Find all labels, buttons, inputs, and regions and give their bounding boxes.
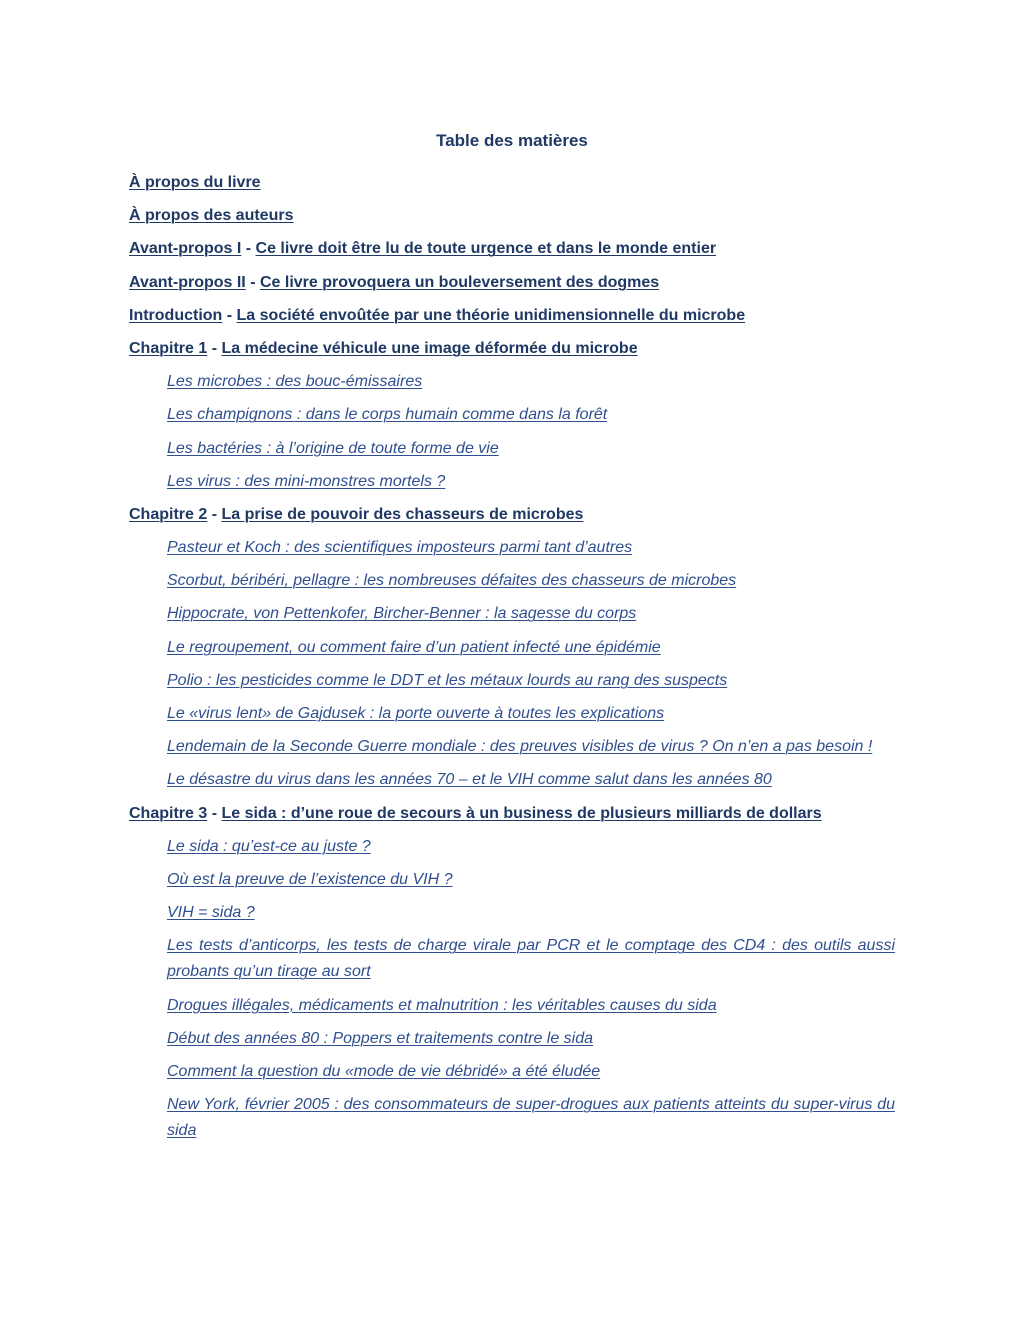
table-of-contents — [129, 170, 895, 1151]
toc-sub-entry — [167, 933, 895, 985]
toc-entry-link[interactable]: Introduction — [129, 306, 223, 324]
toc-sub-entry — [167, 834, 895, 860]
toc-subentry-link[interactable]: Lendemain de la Seconde Guerre mondiale : des preuves visibles de virus ? On n’en a pas besoin ! — [167, 738, 873, 756]
toc-separator: - — [222, 306, 237, 324]
toc-entry-link[interactable]: Avant-propos I — [129, 240, 242, 258]
toc-main-entry — [129, 170, 895, 196]
toc-entry-title-link[interactable]: La médecine véhicule une image déformée du microbe — [221, 339, 638, 357]
toc-main-entry — [129, 270, 895, 296]
toc-subentry-link[interactable]: Polio : les pesticides comme le DDT et les métaux lourds au rang des suspects — [167, 671, 728, 689]
toc-subentry-link[interactable]: Comment la question du «mode de vie débridé» a été éludée — [167, 1062, 601, 1080]
toc-sub-entry — [167, 601, 895, 627]
toc-subentry-link[interactable]: Scorbut, béribéri, pellagre : les nombreuses défaites des chasseurs de microbes — [167, 572, 737, 590]
toc-sub-entry — [167, 701, 895, 727]
toc-sub-entry — [167, 436, 895, 462]
toc-entry-title-link[interactable]: La prise de pouvoir des chasseurs de microbes — [221, 505, 584, 523]
page-title: Table des matières — [436, 131, 588, 150]
toc-entry-link[interactable]: Chapitre 3 — [129, 804, 208, 822]
toc-subentry-link[interactable]: Le désastre du virus dans les années 70 – et le VIH comme salut dans les années 80 — [167, 771, 772, 789]
toc-subentry-link[interactable]: Le «virus lent» de Gajdusek : la porte ouverte à toutes les explications — [167, 705, 665, 722]
toc-main-entry — [129, 801, 895, 827]
toc-sub-entry — [167, 469, 895, 495]
toc-subentry-link[interactable]: Pasteur et Koch : des scientifiques imposteurs parmi tant d’autres — [167, 539, 633, 557]
toc-sub-entry — [167, 767, 895, 793]
toc-subentry-link[interactable]: Les bactéries : à l’origine de toute forme de vie — [167, 439, 499, 457]
toc-sub-entry — [167, 535, 895, 561]
toc-subentry-link[interactable]: VIH = sida ? — [167, 904, 255, 922]
toc-subentry-link[interactable]: Le regroupement, ou comment faire d’un patient infecté une épidémie — [167, 638, 661, 656]
toc-separator: - — [207, 804, 222, 822]
toc-sub-entry — [167, 635, 895, 661]
toc-sub-entry — [167, 668, 895, 694]
toc-entry-title-link[interactable]: La société envoûtée par une théorie unidimensionnelle du microbe — [236, 306, 746, 324]
toc-sub-entry — [167, 402, 895, 428]
toc-entry-title-link[interactable]: Ce livre doit être lu de toute urgence et dans le monde entier — [255, 240, 717, 258]
toc-sub-entry — [167, 734, 895, 760]
toc-entry-link[interactable]: Chapitre 2 — [129, 505, 208, 523]
toc-subentry-link[interactable]: Début des années 80 : Poppers et traitements contre le sida — [167, 1029, 594, 1047]
toc-subentry-link[interactable]: Les tests d’anticorps, les tests de charge virale par PCR et le comptage des CD4 : des outils aussi probants qu’un tirage au sort — [167, 937, 895, 981]
toc-main-entry — [129, 303, 895, 329]
toc-sub-entry — [167, 867, 895, 893]
toc-entry-title-link[interactable]: Le sida : d’une roue de secours à un business de plusieurs milliards de dollars — [221, 804, 822, 822]
toc-sub-entry — [167, 993, 895, 1019]
toc-subentry-link[interactable]: Les champignons : dans le corps humain comme dans la forêt — [167, 406, 608, 424]
toc-entry-link[interactable]: Chapitre 1 — [129, 339, 208, 357]
toc-subentry-link[interactable]: New York, février 2005 : des consommateurs de super-drogues aux patients atteints du super-virus du sida — [167, 1096, 895, 1140]
toc-separator: - — [207, 505, 222, 523]
toc-entry-title-link[interactable]: Ce livre provoquera un bouleversement des dogmes — [259, 273, 660, 291]
toc-main-entry — [129, 236, 895, 262]
toc-separator: - — [241, 240, 256, 258]
toc-entry-link[interactable]: Avant-propos II — [129, 273, 246, 291]
toc-subentry-link[interactable]: Les microbes : des bouc-émissaires — [167, 373, 423, 391]
toc-sub-entry — [167, 1092, 895, 1144]
toc-sub-entry — [167, 1059, 895, 1085]
toc-subentry-link[interactable]: Hippocrate, von Pettenkofer, Bircher-Benner : la sagesse du corps — [167, 605, 637, 623]
toc-subentry-link[interactable]: Drogues illégales, médicaments et malnutrition : les véritables causes du sida — [167, 996, 717, 1014]
toc-main-entry — [129, 203, 895, 229]
toc-sub-entry — [167, 1026, 895, 1052]
toc-separator: - — [245, 273, 260, 291]
toc-sub-entry — [167, 568, 895, 594]
toc-main-entry — [129, 336, 895, 362]
toc-subentry-link[interactable]: Le sida : qu’est-ce au juste ? — [167, 837, 371, 855]
toc-entry-link[interactable]: À propos du livre — [129, 174, 261, 191]
toc-sub-entry — [167, 369, 895, 395]
toc-separator: - — [207, 339, 222, 357]
toc-main-entry — [129, 502, 895, 528]
toc-sub-entry — [167, 900, 895, 926]
toc-subentry-link[interactable]: Les virus : des mini-monstres mortels ? — [167, 472, 446, 490]
toc-subentry-link[interactable]: Où est la preuve de l’existence du VIH ? — [167, 870, 453, 888]
toc-entry-link[interactable]: À propos des auteurs — [129, 207, 294, 225]
